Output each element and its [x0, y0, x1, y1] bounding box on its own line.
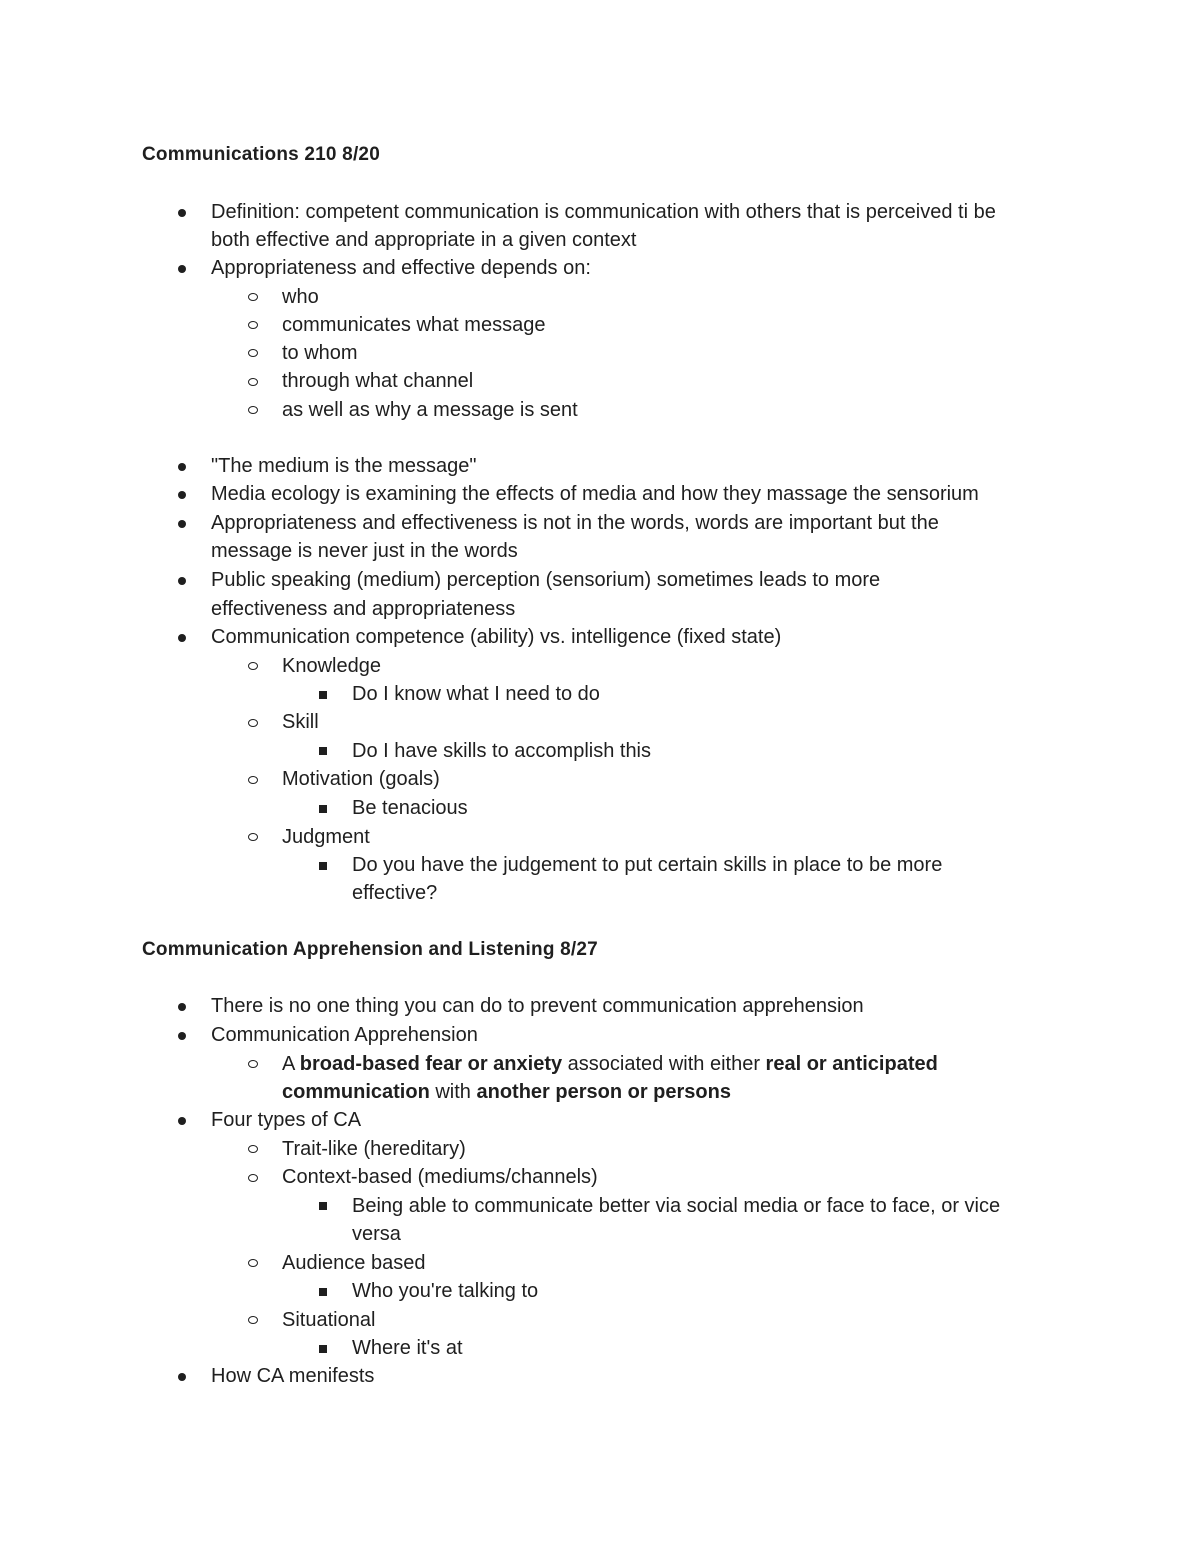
bullet-circle-icon — [248, 1316, 258, 1324]
list-item-continuation: message is never just in the words — [211, 540, 518, 562]
list-item: Appropriateness and effective depends on: — [211, 257, 591, 279]
bullet-square-icon — [319, 691, 327, 699]
sub-list-item: as well as why a message is sent — [282, 399, 578, 421]
list-item: Media ecology is examining the effects of media and how they massage the sensorium — [211, 483, 979, 505]
sub-list-item: through what channel — [282, 370, 474, 392]
bullet-circle-icon — [248, 1145, 258, 1153]
text-run: A — [282, 1053, 300, 1075]
bullet-disc-icon — [178, 1117, 186, 1125]
text-run: with — [429, 1081, 477, 1103]
list-item: There is no one thing you can do to prevent communication apprehension — [211, 995, 864, 1017]
sub-sub-list-item-continuation: effective? — [352, 882, 438, 904]
sub-list-item: Judgment — [282, 826, 370, 848]
bold-text-run: broad-based fear or anxiety — [299, 1053, 563, 1075]
sub-list-item: to whom — [282, 342, 358, 364]
bullet-circle-icon — [248, 662, 258, 670]
sub-list-item: Skill — [282, 711, 319, 733]
sub-list-item: Situational — [282, 1309, 376, 1331]
sub-list-item-rich — [282, 1050, 938, 1078]
sub-sub-list-item-continuation: versa — [352, 1223, 401, 1245]
list-item: Four types of CA — [211, 1109, 362, 1131]
sub-sub-list-item: Where it's at — [352, 1337, 463, 1359]
sub-sub-list-item: Do I know what I need to do — [352, 683, 600, 705]
bullet-circle-icon — [248, 1259, 258, 1267]
bullet-disc-icon — [178, 1003, 186, 1011]
bullet-circle-icon — [248, 378, 258, 386]
sub-sub-list-item: Who you're talking to — [352, 1280, 539, 1302]
bullet-square-icon — [319, 1202, 327, 1210]
sub-list-item-continuation-rich — [282, 1078, 731, 1106]
list-item: How CA menifests — [211, 1365, 375, 1387]
section-heading: Communications 210 8/20 — [142, 144, 380, 165]
list-item-continuation: effectiveness and appropriateness — [211, 598, 516, 620]
bullet-circle-icon — [248, 833, 258, 841]
bullet-square-icon — [319, 862, 327, 870]
bullet-square-icon — [319, 1288, 327, 1296]
bullet-disc-icon — [178, 1032, 186, 1040]
sub-sub-list-item: Be tenacious — [352, 797, 468, 819]
sub-sub-list-item: Being able to communicate better via social media or face to face, or vice — [352, 1195, 1001, 1217]
bold-text-run: communication — [282, 1081, 430, 1103]
list-item-continuation: both effective and appropriate in a given context — [211, 229, 637, 251]
bullet-square-icon — [319, 805, 327, 813]
bullet-square-icon — [319, 1345, 327, 1353]
bullet-circle-icon — [248, 1174, 258, 1182]
bullet-circle-icon — [248, 1060, 258, 1068]
bullet-circle-icon — [248, 406, 258, 414]
bullet-disc-icon — [178, 265, 186, 273]
sub-list-item: Knowledge — [282, 655, 381, 677]
sub-list-item: Audience based — [282, 1252, 426, 1274]
text-run: associated with either — [562, 1053, 766, 1075]
bullet-circle-icon — [248, 321, 258, 329]
bullet-disc-icon — [178, 577, 186, 585]
sub-list-item: Motivation (goals) — [282, 768, 440, 790]
bullet-circle-icon — [248, 349, 258, 357]
list-item: Communication competence (ability) vs. intelligence (fixed state) — [211, 626, 782, 648]
bullet-circle-icon — [248, 293, 258, 301]
sub-list-item: communicates what message — [282, 314, 546, 336]
list-item: Communication Apprehension — [211, 1024, 478, 1046]
bullet-circle-icon — [248, 776, 258, 784]
bullet-disc-icon — [178, 520, 186, 528]
sub-list-item: who — [282, 286, 319, 308]
bullet-disc-icon — [178, 634, 186, 642]
sub-sub-list-item: Do you have the judgement to put certain skills in place to be more — [352, 854, 943, 876]
sub-sub-list-item: Do I have skills to accomplish this — [352, 740, 652, 762]
bullet-disc-icon — [178, 209, 186, 217]
sub-list-item: Trait-like (hereditary) — [282, 1138, 466, 1160]
list-item: Definition: competent communication is communication with others that is perceived ti be — [211, 201, 996, 223]
bullet-disc-icon — [178, 1373, 186, 1381]
list-item: "The medium is the message" — [211, 455, 477, 477]
list-item: Public speaking (medium) perception (sensorium) sometimes leads to more — [211, 569, 881, 591]
section-heading: Communication Apprehension and Listening 8/27 — [142, 939, 598, 960]
bullet-circle-icon — [248, 719, 258, 727]
list-item: Appropriateness and effectiveness is not in the words, words are important but the — [211, 512, 939, 534]
bold-text-run: real or anticipated — [765, 1053, 938, 1075]
bullet-disc-icon — [178, 463, 186, 471]
bullet-square-icon — [319, 747, 327, 755]
bullet-disc-icon — [178, 491, 186, 499]
bold-text-run: another person or persons — [476, 1081, 731, 1103]
sub-list-item: Context-based (mediums/channels) — [282, 1166, 598, 1188]
